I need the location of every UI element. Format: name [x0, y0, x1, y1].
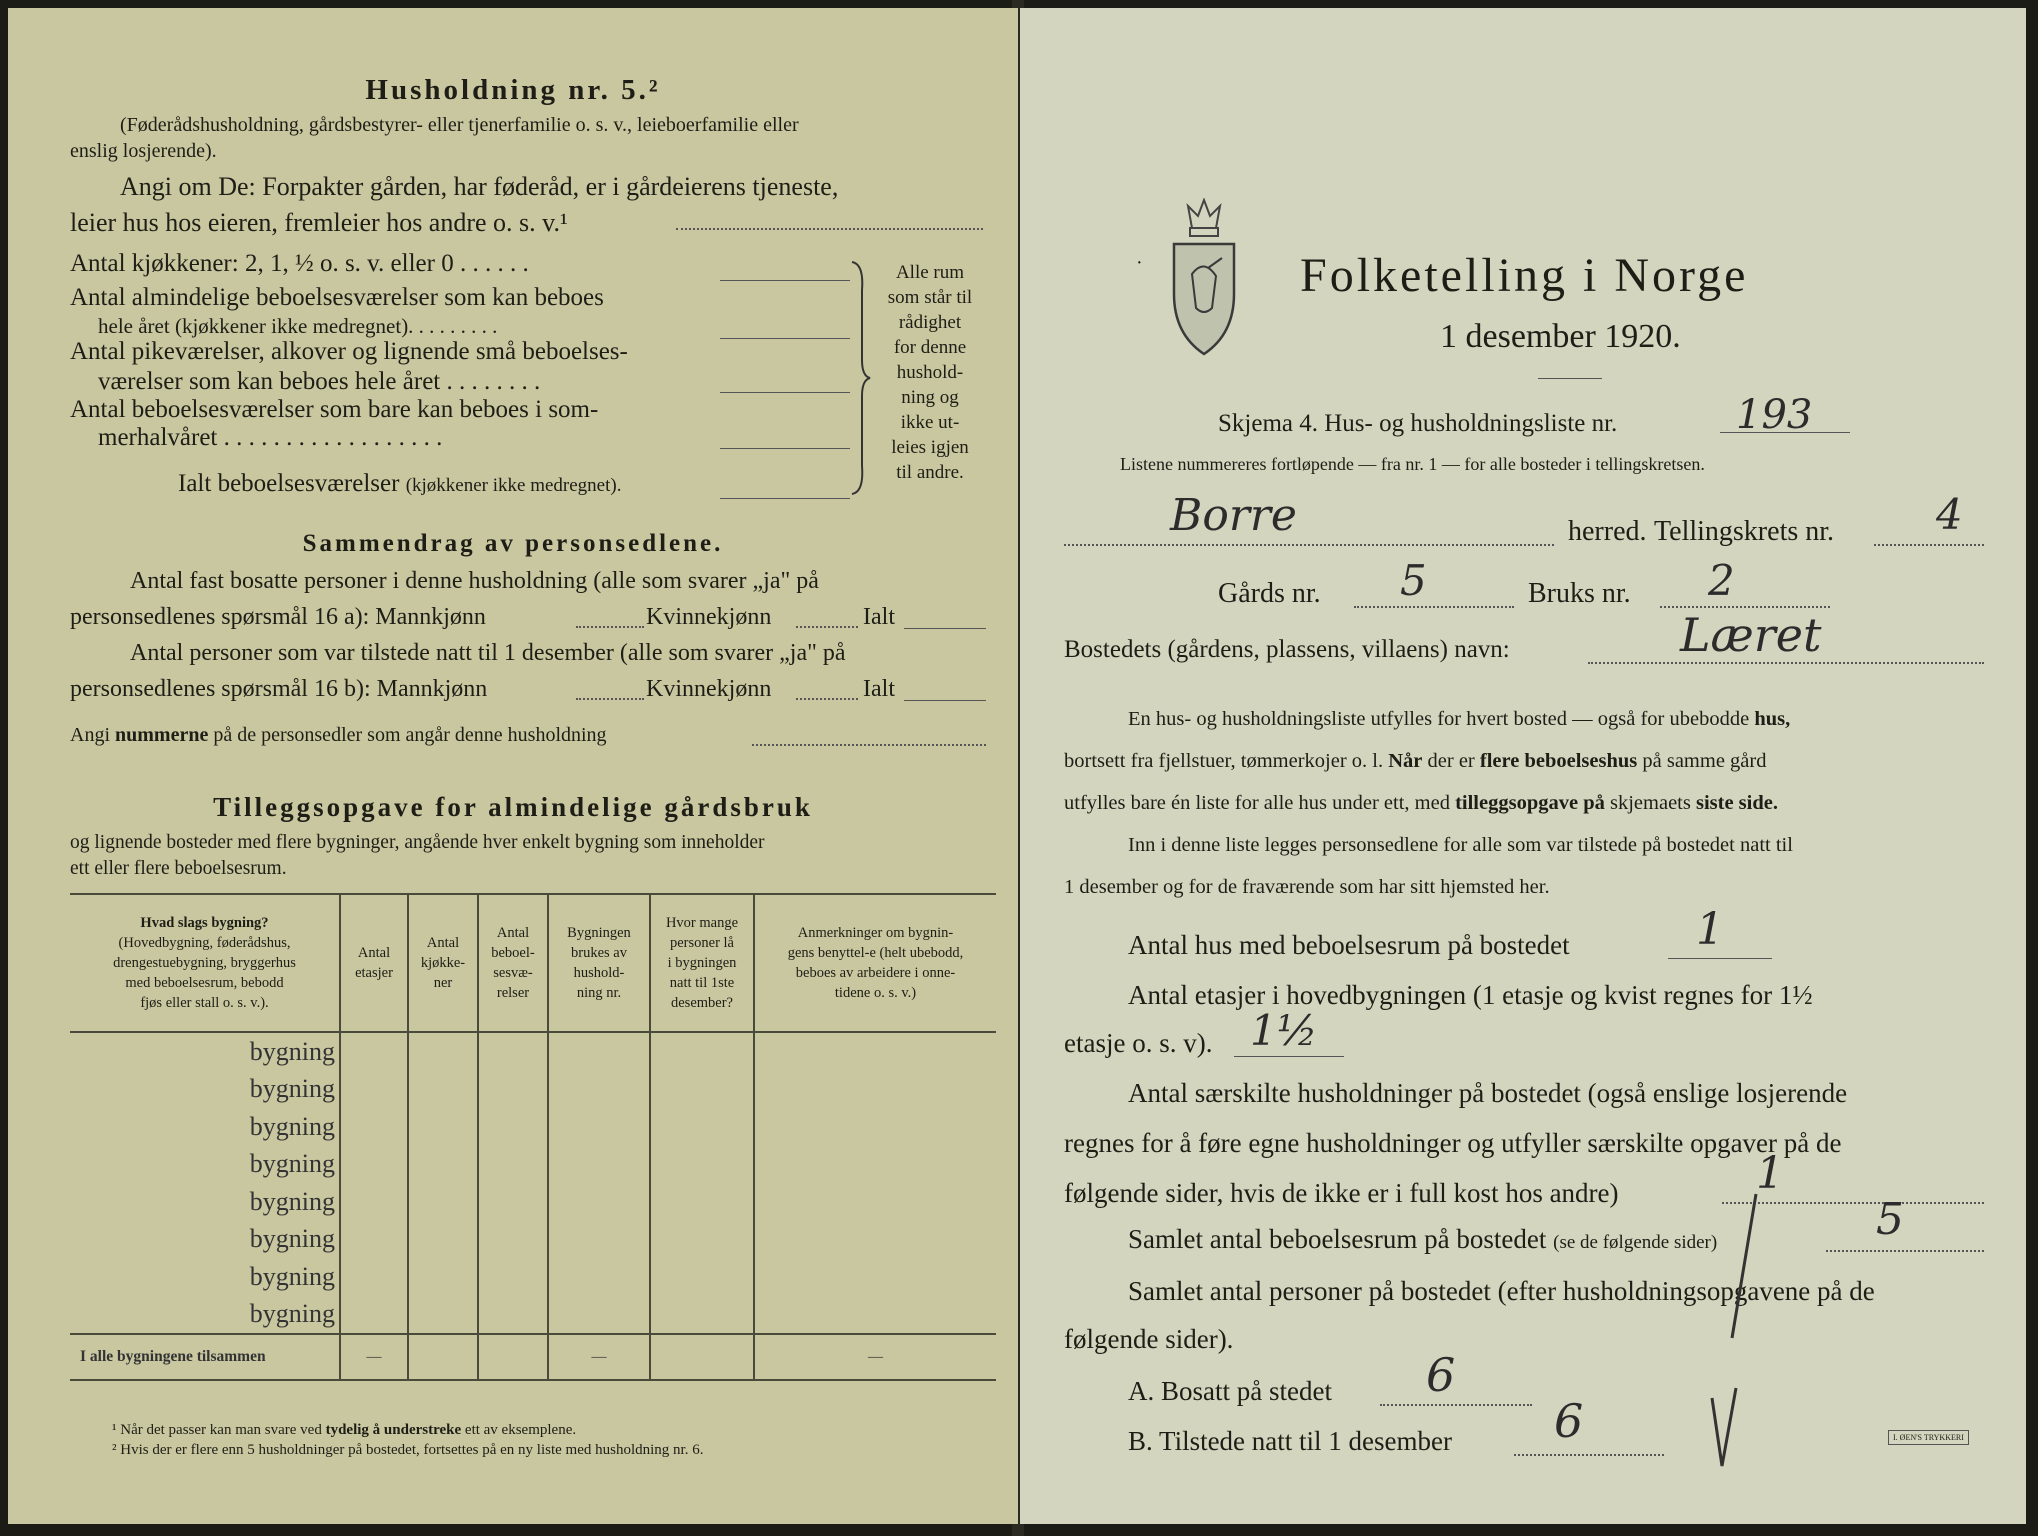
cell — [650, 1258, 754, 1296]
hus-label: Antal hus med beboelsesrum på bostedet — [1128, 930, 1570, 960]
header-line: desember? — [671, 995, 733, 1011]
header-line: sesvæ- — [493, 965, 533, 981]
skjema-label: Skjema 4. Hus- og husholdningsliste nr. — [1218, 410, 1618, 437]
cell — [650, 1221, 754, 1259]
header-kitchens — [408, 894, 478, 1032]
hus-line — [1668, 958, 1772, 959]
cell — [478, 1032, 548, 1071]
brace-note-line: som står til — [887, 287, 973, 308]
rooms-maid: Antal pikeværelser, alkover og lignende små beboelses- — [70, 338, 628, 365]
table-row — [70, 1258, 996, 1296]
coat-of-arms-icon — [1168, 198, 1240, 358]
table-row — [70, 1183, 996, 1221]
bosatt-label: A. Bosatt på stedet — [1128, 1376, 1332, 1406]
cell — [548, 1032, 650, 1071]
cell — [754, 1071, 996, 1109]
rum-note: (se de følgende sider) — [1553, 1232, 1718, 1253]
title-dot: · — [1136, 252, 1143, 274]
header-line: tidene o. s. v.) — [834, 985, 917, 1001]
row-label: bygning — [249, 1224, 335, 1254]
para-text: En hus- og husholdningsliste utfylles for hvert bosted — også for ubebodde — [1128, 708, 1755, 730]
cell — [340, 1032, 408, 1071]
header-line: Hvad slags bygning? — [140, 915, 269, 931]
cell — [478, 1071, 548, 1109]
header-line: med beboelsesrum, bebodd — [125, 975, 284, 991]
para-text: på samme gård — [1637, 750, 1767, 772]
brace-note-line: hushold- — [896, 362, 964, 383]
table-row — [70, 1071, 996, 1109]
brace-note — [874, 260, 986, 485]
ialt-rooms-line — [720, 498, 850, 499]
para-text: bortsett fra fjellstuer, tømmerkojer o. l. — [1064, 750, 1389, 772]
cell — [548, 1258, 650, 1296]
cell — [408, 1258, 478, 1296]
left-page — [8, 8, 1018, 1524]
header-line: kjøkke- — [420, 955, 466, 971]
cell — [340, 1071, 408, 1109]
brace-note-line: ning og — [901, 387, 959, 408]
pers-label-1: Samlet antal personer på bostedet (efter husholdningsopgavene på de — [1128, 1276, 1875, 1306]
gards-value: 5 — [1400, 556, 1427, 605]
rooms-ordinary: Antal almindelige beboelsesværelser som kan beboes — [70, 284, 604, 311]
cell — [754, 1296, 996, 1335]
cell — [478, 1108, 548, 1146]
cell — [478, 1334, 548, 1380]
rum-label-text: Samlet antal beboelsesrum på bostedet — [1128, 1224, 1547, 1254]
header-line: personer lå — [669, 935, 734, 951]
brace-note-line: leies igjen — [891, 437, 969, 458]
brace-note-line: rådighet — [898, 312, 962, 333]
fill-line — [796, 698, 858, 700]
brace-note-line: til andre. — [896, 462, 964, 483]
angi-fill-line — [676, 228, 983, 230]
para-bold: siste side. — [1695, 792, 1778, 814]
cell — [754, 1032, 996, 1071]
total-remarks: — — [754, 1334, 996, 1380]
etasjer-label-2: etasje o. s. v). — [1064, 1028, 1213, 1058]
cell — [650, 1108, 754, 1146]
header-remarks — [754, 894, 996, 1032]
header-line: etasjer — [355, 965, 393, 981]
brace-note-line: for denne — [893, 337, 967, 358]
cell — [650, 1032, 754, 1071]
cell — [408, 1032, 478, 1071]
rooms-summer: Antal beboelsesværelser som bare kan beboes i som- — [70, 396, 599, 423]
brace-note-line: ikke ut- — [900, 412, 960, 433]
ialt-rooms-text: Ialt beboelsesværelser — [178, 470, 400, 497]
header-line: ner — [433, 975, 453, 991]
header-line: Antal — [426, 935, 460, 951]
table-row — [70, 1296, 996, 1335]
header-line: brukes av — [571, 945, 627, 961]
rum-value: 5 — [1876, 1194, 1904, 1245]
rooms-line-2 — [720, 338, 850, 339]
cell — [754, 1183, 996, 1221]
cell — [650, 1334, 754, 1380]
cell — [754, 1108, 996, 1146]
summary-fast-kvinne: Kvinnekjønn — [646, 604, 772, 630]
header-line: Hvor mange — [665, 915, 739, 931]
krets-value: 4 — [1936, 490, 1963, 539]
para2-line-1: Inn i denne liste legges personsedlene for alle som var tilstede på bostedet natt til — [1128, 834, 1793, 856]
krets-label: Tellingskrets nr. — [1654, 516, 1835, 547]
table-row — [70, 1108, 996, 1146]
summary-tilstede-2: personsedlenes spørsmål 16 b): Mannkjønn — [70, 676, 488, 702]
rooms-summer-2: merhalvåret . . . . . . . . . . . . . . . . . . — [98, 424, 443, 451]
cell — [548, 1146, 650, 1184]
cell — [408, 1108, 478, 1146]
para-text: utfylles bare én liste for alle hus under ett, med — [1064, 792, 1456, 814]
gards-label: Gårds nr. — [1218, 578, 1321, 609]
cell — [754, 1258, 996, 1296]
footnote-text: ¹ Når det passer kan man svare ved — [112, 1422, 326, 1438]
table-row — [70, 1221, 996, 1259]
fill-line — [904, 700, 986, 701]
rooms-line-4 — [720, 448, 850, 449]
para1-line-2 — [1064, 750, 1766, 773]
header-rooms — [478, 894, 548, 1032]
footnote-2 — [112, 1442, 703, 1459]
cell — [478, 1183, 548, 1221]
fill-line — [752, 744, 986, 746]
cell — [408, 1071, 478, 1109]
summary-title: Sammendrag av personsedlene. — [302, 530, 724, 557]
cell — [478, 1296, 548, 1335]
table-total-row — [70, 1334, 996, 1380]
header-line: fjøs eller stall o. s. v.). — [140, 995, 269, 1011]
tally-mark-icon — [1660, 1188, 1780, 1478]
nummerne-bold: nummerne — [115, 724, 209, 746]
para-bold: Når — [1388, 750, 1423, 772]
cell — [478, 1221, 548, 1259]
row-label: bygning — [249, 1186, 335, 1216]
tilstede-line — [1514, 1454, 1664, 1456]
rooms-line-1 — [720, 280, 850, 281]
ialt-rooms-note: (kjøkkener ikke medregnet). — [405, 475, 622, 496]
cell — [408, 1296, 478, 1335]
summary-tilstede-ialt: Ialt — [863, 676, 895, 702]
etasjer-value: 1½ — [1250, 1006, 1318, 1055]
row-label: bygning — [249, 1036, 335, 1066]
summary-fast-ialt: Ialt — [863, 604, 895, 630]
footnote-1 — [112, 1422, 576, 1439]
cell — [478, 1146, 548, 1184]
footnote-text: ett av eksemplene. — [461, 1422, 577, 1438]
cell — [754, 1221, 996, 1259]
header-line: ning nr. — [576, 985, 622, 1001]
bosted-value: Læret — [1680, 608, 1822, 662]
header-line: Antal — [357, 945, 391, 961]
header-building-type — [70, 894, 340, 1032]
cell — [650, 1183, 754, 1221]
cell — [340, 1221, 408, 1259]
cell — [408, 1334, 478, 1380]
saer-label-1: Antal særskilte husholdninger på bostedet (også enslige losjerende — [1128, 1078, 1848, 1108]
nummerne-post: på de personsedler som angår denne husholdning — [208, 724, 607, 746]
etasjer-line — [1234, 1056, 1344, 1057]
saer-label-3: følgende sider, hvis de ikke er i full kost hos andre) — [1064, 1178, 1619, 1208]
cell — [548, 1071, 650, 1109]
intro-line-1: (Føderådshusholdning, gårdsbestyrer- eller tjenerfamilie o. s. v., leieboerfamilie eller — [120, 114, 799, 136]
household-title: Husholdning nr. 5.² — [365, 74, 661, 106]
row-label: bygning — [249, 1074, 335, 1104]
para1-line-3 — [1064, 792, 1778, 815]
herred-label: herred. — [1568, 516, 1647, 547]
cell — [340, 1296, 408, 1335]
rooms-maid-2: værelser som kan beboes hele året . . . . . . . . — [98, 368, 541, 395]
fill-line — [576, 698, 644, 700]
intro-line-2: enslig losjerende). — [70, 140, 217, 162]
bosted-line — [1588, 662, 1984, 664]
tilstede-label: B. Tilstede natt til 1 desember — [1128, 1426, 1452, 1456]
header-floors — [340, 894, 408, 1032]
nummerne-pre: Angi — [70, 724, 115, 746]
para2-line-2: 1 desember og for de fraværende som har sitt hjemsted her. — [1064, 876, 1550, 898]
saer-label-2: regnes for å føre egne husholdninger og utfyller særskilte opgaver på de — [1064, 1128, 1842, 1158]
header-line: i bygningen — [667, 955, 737, 971]
header-line: Anmerkninger om bygnin- — [797, 925, 954, 941]
total-label-text: I alle bygningene tilsammen — [80, 1348, 266, 1365]
cell — [754, 1146, 996, 1184]
header-household-no — [548, 894, 650, 1032]
para1-line-1 — [1128, 708, 1790, 731]
cell — [650, 1296, 754, 1335]
header-line: (Hovedbygning, føderådshus, — [118, 935, 291, 951]
ialt-rooms-label — [178, 470, 621, 498]
total-floors: — — [340, 1334, 408, 1380]
header-line: gens benyttel-e (helt ubebodd, — [787, 945, 964, 961]
skjema-value: 193 — [1736, 392, 1813, 438]
fill-line — [576, 626, 644, 628]
para-bold: hus, — [1754, 708, 1791, 730]
buildings-table — [70, 893, 996, 1381]
header-line: hushold- — [573, 965, 625, 981]
header-persons — [650, 894, 754, 1032]
cell — [340, 1108, 408, 1146]
para-text: der er — [1422, 750, 1480, 772]
printer-mark: I. ØEN'S TRYKKERI — [1888, 1430, 1969, 1445]
row-label: bygning — [249, 1261, 335, 1291]
herred-line — [1064, 544, 1554, 546]
cell — [408, 1221, 478, 1259]
brace-note-line: Alle rum — [895, 262, 965, 283]
header-line: relser — [496, 985, 530, 1001]
herred-value: Borre — [1170, 490, 1297, 541]
table-header-row — [70, 894, 996, 1032]
cell — [548, 1183, 650, 1221]
table-row — [70, 1032, 996, 1071]
cell — [548, 1296, 650, 1335]
para-bold: flere beboelseshus — [1479, 750, 1638, 772]
total-label — [70, 1334, 340, 1380]
cell — [548, 1108, 650, 1146]
header-line: beboel- — [491, 945, 535, 961]
bosted-label: Bostedets (gårdens, plassens, villaens) navn: — [1064, 636, 1510, 663]
saer-value: 1 — [1756, 1148, 1784, 1199]
header-line: drengestuebygning, bryggerhus — [113, 955, 296, 971]
header-line: natt til 1ste — [669, 975, 735, 991]
cell — [408, 1183, 478, 1221]
rooms-kitchens: Antal kjøkkener: 2, 1, ½ o. s. v. eller 0 . . . . . . — [70, 250, 529, 277]
tillegg-sub-2: ett eller flere beboelsesrum. — [70, 858, 287, 879]
cell — [650, 1146, 754, 1184]
summary-fast-2: personsedlenes spørsmål 16 a): Mannkjønn — [70, 604, 486, 630]
rum-label — [1128, 1224, 1717, 1255]
rooms-ordinary-2: hele året (kjøkkener ikke medregnet). . . . . . . . . — [98, 314, 498, 338]
header-line: Antal — [496, 925, 530, 941]
total-household: — — [548, 1334, 650, 1380]
etasjer-label: Antal etasjer i hovedbygningen (1 etasje og kvist regnes for 1½ — [1128, 980, 1813, 1010]
angi-line-2: leier hus hos eieren, fremleier hos andre o. s. v.¹ — [70, 208, 568, 237]
pers-label-2: følgende sider). — [1064, 1324, 1234, 1354]
census-date: 1 desember 1920. — [1440, 318, 1681, 355]
row-label: bygning — [249, 1299, 335, 1329]
right-page — [1020, 8, 2026, 1524]
fill-line — [904, 628, 986, 629]
cell — [478, 1258, 548, 1296]
tillegg-title: Tilleggsopgave for almindelige gårdsbruk — [213, 792, 813, 822]
summary-tilstede-kvinne: Kvinnekjønn — [646, 676, 772, 702]
listene-note: Listene nummereres fortløpende — fra nr. 1 — for alle bosteder i tellingskretsen. — [1120, 454, 1705, 474]
bosatt-value: 6 — [1426, 1348, 1456, 1402]
summary-tilstede-1: Antal personer som var tilstede natt til 1 desember (alle som svarer „ja" på — [130, 640, 846, 666]
tillegg-sub-1: og lignende bosteder med flere bygninger, angående hver enkelt bygning som inneholder — [70, 832, 765, 853]
header-line: Bygningen — [567, 925, 631, 941]
row-label: bygning — [249, 1111, 335, 1141]
cell — [548, 1221, 650, 1259]
tilstede-value: 6 — [1554, 1394, 1584, 1448]
cell — [340, 1146, 408, 1184]
footnote-text: ² Hvis der er flere enn 5 husholdninger på bostedet, fortsettes på en ny liste med husholdning nr. 6. — [112, 1442, 704, 1458]
angi-line-1: Angi om De: Forpakter gården, har føderåd, er i gårdeierens tjeneste, — [120, 172, 839, 201]
footnote-bold: tydelig å understreke — [325, 1422, 462, 1438]
table-row — [70, 1146, 996, 1184]
row-label: bygning — [249, 1149, 335, 1179]
summary-fast-1: Antal fast bosatte personer i denne husholdning (alle som svarer „ja" på — [130, 568, 819, 594]
fill-line — [796, 626, 858, 628]
para-text: skjemaets — [1604, 792, 1696, 814]
brace-icon — [850, 260, 872, 496]
census-title: Folketelling i Norge — [1300, 249, 1749, 302]
bruks-label: Bruks nr. — [1528, 578, 1631, 609]
nummerne-line — [70, 724, 607, 747]
hus-value: 1 — [1696, 904, 1724, 955]
rooms-line-3 — [720, 392, 850, 393]
bruks-value: 2 — [1708, 556, 1735, 605]
cell — [340, 1183, 408, 1221]
header-line: beboes av arbeidere i onne- — [795, 965, 956, 981]
cell — [340, 1258, 408, 1296]
rum-line — [1826, 1250, 1984, 1252]
cell — [408, 1146, 478, 1184]
gards-line — [1354, 606, 1514, 608]
cell — [650, 1071, 754, 1109]
bosatt-line — [1380, 1404, 1532, 1406]
krets-line — [1874, 544, 1984, 546]
para-bold: tilleggsopgave på — [1455, 792, 1605, 814]
title-rule — [1538, 378, 1602, 379]
